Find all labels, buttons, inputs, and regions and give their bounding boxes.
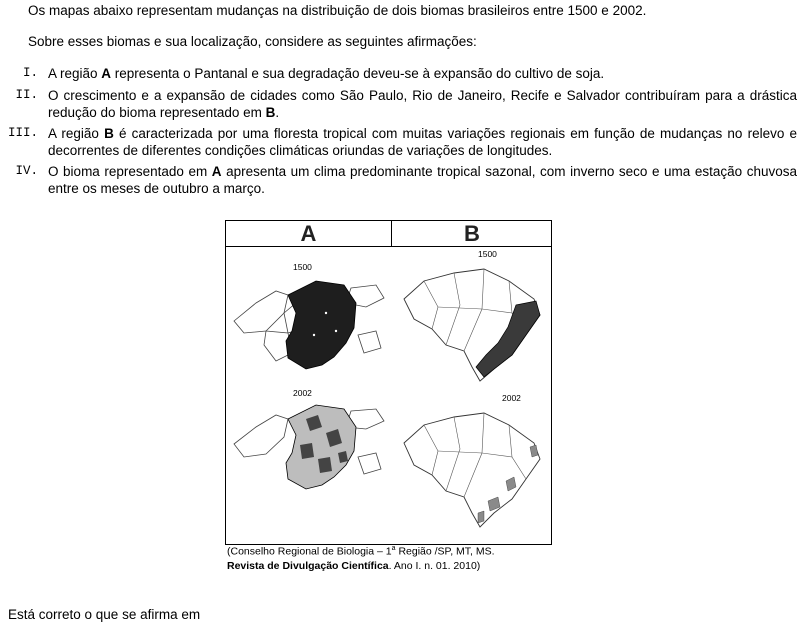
map-b-2002 [394, 403, 549, 531]
statement-text: O crescimento e a expansão de cidades como São Paulo, Rio de Janeiro, Recife e Salvador contribuíram para a drástica redução do bioma representado em B. [48, 88, 797, 120]
caption-line-2: Revista de Divulgação Científica. Ano I. n. 01. 2010) [227, 559, 481, 572]
caption-line-1: (Conselho Regional de Biologia – 1$^a$ Região /SP, MT, MS. [227, 545, 495, 558]
statement-text: A região B é caracterizada por uma floresta tropical com muitas variações regionais em função de mudanças no relevo e decorrentes de diferentes condições climáticas oriundas de variações de longitudes. [48, 126, 797, 158]
map-a-2002 [226, 399, 391, 494]
statement-text: A região A representa o Pantanal e sua degradação deveu-se à expansão do cultivo de soja. [48, 66, 605, 81]
statement-text: O bioma representado em A apresenta um clima predominante tropical sazonal, com inverno seco e uma estação chuvosa entre os meses de outubro a março. [48, 164, 797, 196]
map-b-1500 [394, 259, 549, 384]
map-a-1500-year: 1500 [293, 262, 312, 272]
map-a-1500 [226, 273, 391, 383]
map-a-2002-year: 2002 [293, 388, 312, 398]
intro-text: Os mapas abaixo representam mudanças na distribuição de dois biomas brasileiros entre 1500 e 2002. [28, 3, 647, 18]
biome-maps-figure [225, 220, 552, 545]
column-a-label: A [300, 221, 317, 246]
instruction-text: Sobre esses biomas e sua localização, considere as seguintes afirmações: [28, 34, 477, 49]
map-b-1500-year: 1500 [478, 249, 497, 259]
statement-number: II. [15, 88, 38, 102]
statement-number: IV. [15, 164, 38, 178]
statement-number: I. [22, 66, 38, 80]
figure-caption [227, 542, 495, 573]
column-b-label: B [464, 221, 480, 246]
statement-number: III. [7, 126, 38, 140]
map-b-2002-year: 2002 [502, 393, 521, 403]
figure-header [226, 221, 551, 247]
question-prompt: Está correto o que se afirma em [8, 607, 201, 622]
